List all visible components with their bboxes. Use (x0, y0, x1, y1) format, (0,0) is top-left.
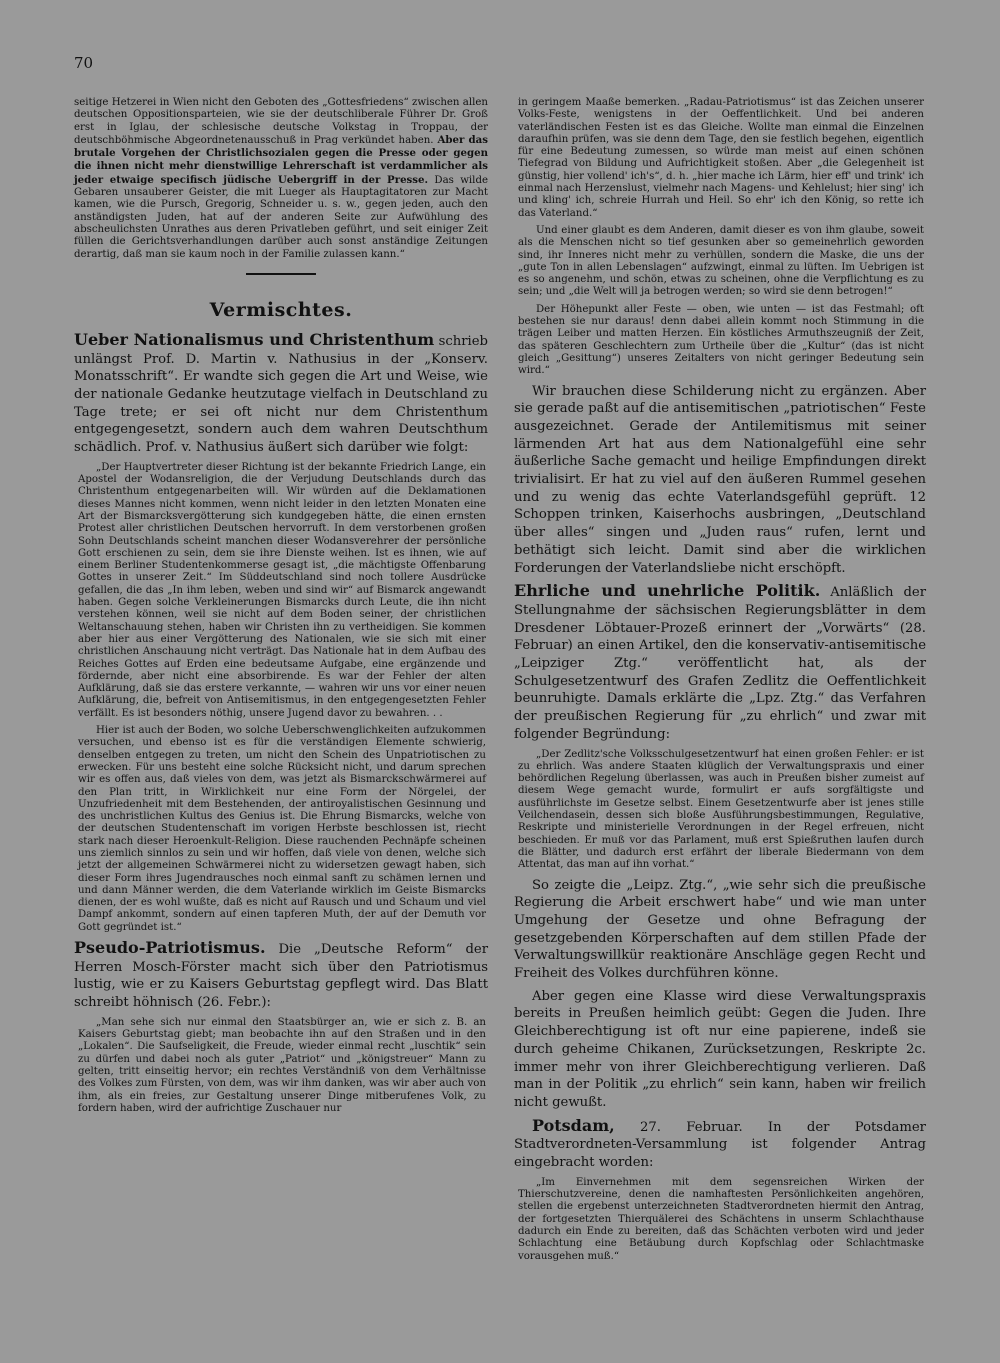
article-honest-politics-heading: Ehrliche und unehrliche Politik. (514, 581, 821, 601)
quote-continued-2: Und einer glaubt es dem Anderen, damit dieser es von ihm glaube, soweit als die Menschen nicht so tief gesunken aber so gemeinehrlich geworden sind, ihr Inneres nicht mehr zu verhüllen, sondern die Maske, die uns der „gute Ton in allen Lebenslagen“ aufzwingt, einmal zu lüften. Im Uebrigen ist es so angenehm, und schön, etwas zu scheinen, ohne die Verpflichtung es zu sein; und „die Welt will ja betrogen werden; so wird sie denn betrogen!“ (518, 224, 924, 298)
article-pseudo-patriotism-heading: Pseudo-Patriotismus. (74, 938, 266, 958)
article-honest-politics-text: Anläßlich der Stellungnahme der sächsischen Regierungsblätter in dem Dresdener Löbtauer-Prozeß erinnert der „Vorwärts“ (28. Februar) an einen Artikel, den die konservativ-antisemitische „Leipziger Ztg.“ veröffentlicht hat, als der Schulgesetzentwurf des Grafen Zedlitz die Oeffentlichkeit beunruhigte. Damals erklärte die „Lpz. Ztg.“ das Verfahren der preußischen Regierung für „zu ehrlich“ und zwar mit folgender Begründung: (514, 585, 926, 742)
quote-nathusius-continued: Hier ist auch der Boden, wo solche Ueberschwenglichkeiten aufzukommen versuchen, und ebenso ist es für die verständigen Elemente schwierig, denselben entgegen zu treten, um nicht den Schein des Unpatriotischen zu erwecken. Für uns besteht eine solche Rücksicht nicht, und darum sprechen wir es offen aus, daß vieles von dem, was jetzt als Bismarckschwärmerei auf den Plan tritt, in Wirklichkeit nur eine Form der Nörgelei, der Unzufriedenheit mit dem Bestehenden, der antiroyalistischen Gesinnung und des unchristlichen Kultus des Genius ist. Die Ehrung Bismarcks, welche von der deutschen Studentenschaft im vorigen Herbste beschlossen ist, riecht stark nach dieser Heroenkult-Religion. Diese rauchenden Pechnäpfe scheinen uns ziemlich sinnlos zu sein und wir hoffen, daß viele von denen, welche sich jetzt der allgemeinen Schwärmerei nicht zu widersetzen gewagt haben, sich dieser Form ihres Jugendrausches noch einmal sanft zu schämen lernen und und dann Männer werden, die dem Vaterlande wirklich im Geiste Bismarcks dienen, der es wohl wußte, daß es nicht auf Rausch und und Schaum und viel Dampf ankommt, sondern auf einen tapferen Muth, der auf der Demuth vor Gott gegründet ist.“ (78, 725, 486, 933)
article-nationalism-intro (74, 331, 488, 457)
left-column (74, 97, 488, 1120)
quote-nathusius: „Der Hauptvertreter dieser Richtung ist der bekannte Friedrich Lange, ein Apostel der Wodansreligion, die der Verjudung Deutschlands durch das Christenthum entgegenarbeiten will. Wir würden auf die Deklamationen dieses Mannes nicht kommen, wenn nicht leider in den letzten Monaten eine Art der Bismarcksvergötterung sich kundgegeben hätte, die einen ernsten Protest aller christlichen Deutschen hervorruft. In dem verstorbenen großen Sohn Deutschlands scheint manchen dieser Wodansverehrer der persönliche Gott erschienen zu sein, dem sie ihre Dienste weihen. Ist es ihnen, wie auf einem Berliner Studentenkommerse gesagt ist, „die mächtigste Offenbarung Gottes in unserer Zeit.“ Im Süddeutschland sind noch tollere Ausdrücke gefallen, die das „In ihm leben, weben und sind wir“ auf Bismarck angewandt haben. Gegen solche Verkleinerungen Bismarcks durch Leute, die ihn nicht verstehen können, weil sie nicht auf dem Boden seiner, der christlichen Weltanschauung stehen, haben wir Christen ihn zu vertheidigen. Sie kommen aber hier aus einer Vergötterung des Nationalen, wie sie sich mit einer christlichen Anschauung nicht verträgt. Das Nationale hat in dem Aufbau des Reiches Gottes auf Erden eine bedeutsame Aufgabe, eine ergänzende und fördernde, aber nicht eine absorbirende. Es war der Fehler der alten Aufklärung, daß sie das erstere verkannte, — wahren wir uns vor einer neuen Aufklärung, die, befreit von Antisemitismus, in den entgegengesetzten Fehler verfällt. Es ist besonders nöthig, unsere Jugend davor zu bewahren. . . (78, 461, 486, 719)
divider-rule (246, 273, 316, 275)
quote-potsdam-motion: „Im Einvernehmen mit dem segensreichen Wirken der Thierschutzvereine, denen die namhaftesten Persönlichkeiten angehören, stellen die ergebenst unterzeichneten Stadtverordneten hiermit den Antrag, der fortgesetzten Thierquälerei des Schächtens in unserm Schlachthause dadurch ein Ende zu bereiten, daß das Schächten verboten wird und jeder Schlachtung eine Betäubung durch Kopfschlag oder Schlachtmaske vorausgehen muß.“ (518, 1176, 924, 1262)
article-nationalism-text: schrieb unlängst Prof. D. Martin v. Nathusius in der „Konserv. Monatsschrift“. Er wandte sich gegen die Art und Weise, wie der nationale Gedanke heutzutage vielfach in Deutschland zu Tage trete; er sei oft nicht nur dem Christenthum entgegengesetzt, sondern auch dem wahren Deutschthum schädlich. Prof. v. Nathusius äußert sich darüber wie folgt: (74, 333, 488, 456)
page-number: 70 (74, 54, 94, 72)
article-potsdam-intro (514, 1117, 926, 1172)
quote-deutsche-reform: „Man sehe sich nur einmal den Staatsbürger an, wie er sich z. B. an Kaisers Geburtstag giebt; man beobachte ihn auf den Straßen und in den „Lokalen“. Die Saufseligkeit, die Freude, wieder einmal recht „luschtik“ sein zu dürfen und dabei noch als guter „Patriot“ und „königstreuer“ Mann zu gelten, tritt einseitig hervor; ein rechtes Verständniß von dem Verhältnisse des Volkes zum Fürsten, von dem, was wir ihm danken, was wir aber auch von ihm, als ein freies, zur Gestaltung unserer Dinge mitberufenes Volk, zu fordern haben, wird der aufrichtige Zuschauer nur (78, 1016, 486, 1114)
intro-paragraph (74, 97, 488, 261)
article-potsdam-heading: Potsdam, (532, 1115, 615, 1135)
honest-politics-paragraph-2: Aber gegen eine Klasse wird diese Verwaltungspraxis bereits in Preußen heimlich geübt: Gegen die Juden. Ihre Gleichberechtigung ist oft nur eine papierene, indeß sie durch geheime Chikanen, Zurücksetzungen, Reskripte 2c. immer mehr von ihrer Gleichberechtigung verlieren. Daß man in der Politik „zu ehrlich“ sein kann, haben wir freilich nicht gewußt. (514, 988, 926, 1110)
intro-end-text: Das wilde Gebaren unsauberer Geister, die mit Lueger als Hauptagitatoren zur Macht kamen, wie die Pursch, Gregorig, Schneider u. s. w., gegen jeden, auch den anständigsten Juden, hat auf der anderen Seite zur Aufwühlung des abscheulichsten Unrathes aus deren Privatleben geführt, und seit einiger Zeit füllen die Gerichtsverhandlungen darüber auch sonst anständige Zeitungen derartig, daß man sie kaum noch in der Familie zulassen kann.“ (74, 174, 488, 260)
honest-politics-paragraph-1: So zeigte die „Leipz. Ztg.“, „wie sehr sich die preußische Regierung die Arbeit erschwert habe“ und wie man unter Umgehung der Gesetze und ohne Befragung der gesetzgebenden Körperschaften auf dem stillen Pfade der Verwaltungswillkür reaktionäre Anschläge gegen Recht und Freiheit des Volkes durchführen könne. (514, 877, 926, 982)
quote-continued-3: Der Höhepunkt aller Feste — oben, wie unten — ist das Festmahl; oft bestehen sie nur daraus! denn dabei allein kommt noch Stimmung in die trägen Leiber und matten Herzen. Ein köstliches Armuthszeugniß der Zeit, das späteren Geschlechtern zum Urtheile über die „Kultur“ (das ist nicht gleich „Gesittung“) unseres Zeitalters von nicht geringer Bedeutung sein wird.“ (518, 303, 924, 377)
right-column (514, 97, 926, 1268)
article-pseudo-patriotism-intro (74, 939, 488, 1012)
commentary-paragraph: Wir brauchen diese Schilderung nicht zu ergänzen. Aber sie gerade paßt auf die antisemitischen „patriotischen“ Feste ausgezeichnet. Gerade der Antilemitismus mit seiner lärmenden Art hat aus dem Nationalgefühl eine sehr äußerliche Sache gemacht und heilige Empfindungen direkt trivialisirt. Er hat zu viel auf den äußeren Rummel gesehen und zu wenig das echte Vaterlandsgefühl geprüft. 12 Schoppen trinken, Kaiserhochs ausbringen, „Deutschland über alles“ singen und „Juden raus“ rufen, lernt und bethätigt sich leicht. Damit sind aber die wirklichen Forderungen der Vaterlandsliebe nicht erschöpft. (514, 383, 926, 576)
article-honest-politics-intro (514, 582, 926, 743)
quote-leipziger: „Der Zedlitz'sche Volksschulgesetzentwurf hat einen großen Fehler: er ist zu ehrlich. Was andere Staaten klüglich der Verwaltungspraxis und einer behördlichen Regelung überlassen, was auch in Preußen bisher zumeist auf diesem Wege gemacht wurde, formulirt er aufs sorgfältigste und ausführlichste im Gesetze selbst. Einem Gesetzentwurfe aber ist jenes stille Veilchendasein, dessen sich bloße Ausführungsbestimmungen, Regulative, Reskripte und ministerielle Verordnungen in der Regel erfreuen, nicht beschieden. Er muß vor das Parlament, muß erst Spießruthen laufen durch die Blätter, und dadurch erst erfährt der liberale Biedermann von dem Attentat, das man auf ihn vorhat.“ (518, 748, 924, 871)
intro-text: seitige Hetzerei in Wien nicht den Geboten des „Gottesfriedens“ zwischen allen deutschen Oppositionsparteien, wie sie der deutschliberale Führer Dr. Groß erst in Iglau, der schlesische deutsche Volkstag in Troppau, der deutschböhmische Abgeordnetenausschuß in Prag verkündet haben. (74, 97, 488, 146)
section-title: Vermischtes. (209, 298, 353, 321)
article-nationalism-heading: Ueber Nationalismus und Christenthum (74, 329, 435, 349)
intro-bold-text: Aber das brutale Vorgehen der Christlichsozialen gegen die Presse oder gegen die ihnen nicht mehr dienstwillige Lehrerschaft ist verdammlicher als jeder etwaige specifisch jüdische Uebergriff in der Presse. (74, 133, 488, 186)
article-pseudo-patriotism-text: Die „Deutsche Reform“ der Herren Mosch-Förster macht sich über den Patriotismus lustig, wie er zu Kaisers Geburtstag gepflegt wird. Das Blatt schreibt höhnisch (26. Febr.): (74, 942, 488, 1011)
article-potsdam-text: 27. Februar. In der Potsdamer Stadtverordneten-Versammlung ist folgender Antrag eingebracht worden: (514, 1119, 926, 1171)
quote-continued: in geringem Maaße bemerken. „Radau-Patriotismus“ ist das Zeichen unserer Volks-Feste, wenigstens in der Oeffentlichkeit. Und bei anderen vaterländischen Festen ist es das Gleiche. Wollte man einmal die Einzelnen daraufhin prüfen, was sie denn dem Tage, den sie festlich begehen, eigentlich für eine Bedeutung zumessen, so würde man meist auf einen schönen Tiefegrad von Bildung und Aufrichtigkeit stoßen. Aber „die Gelegenheit ist günstig, hier vollend' ich's“, d. h. „hier mache ich Lärm, hier eff' und trink' ich einmal nach Herzenslust, vielmehr nach Magens- und Kehlelust; hier sing' ich und kling' ich, schreie Hurrah und Heil. So ehr' ich den König, so rette ich das Vaterland.“ (518, 97, 924, 219)
